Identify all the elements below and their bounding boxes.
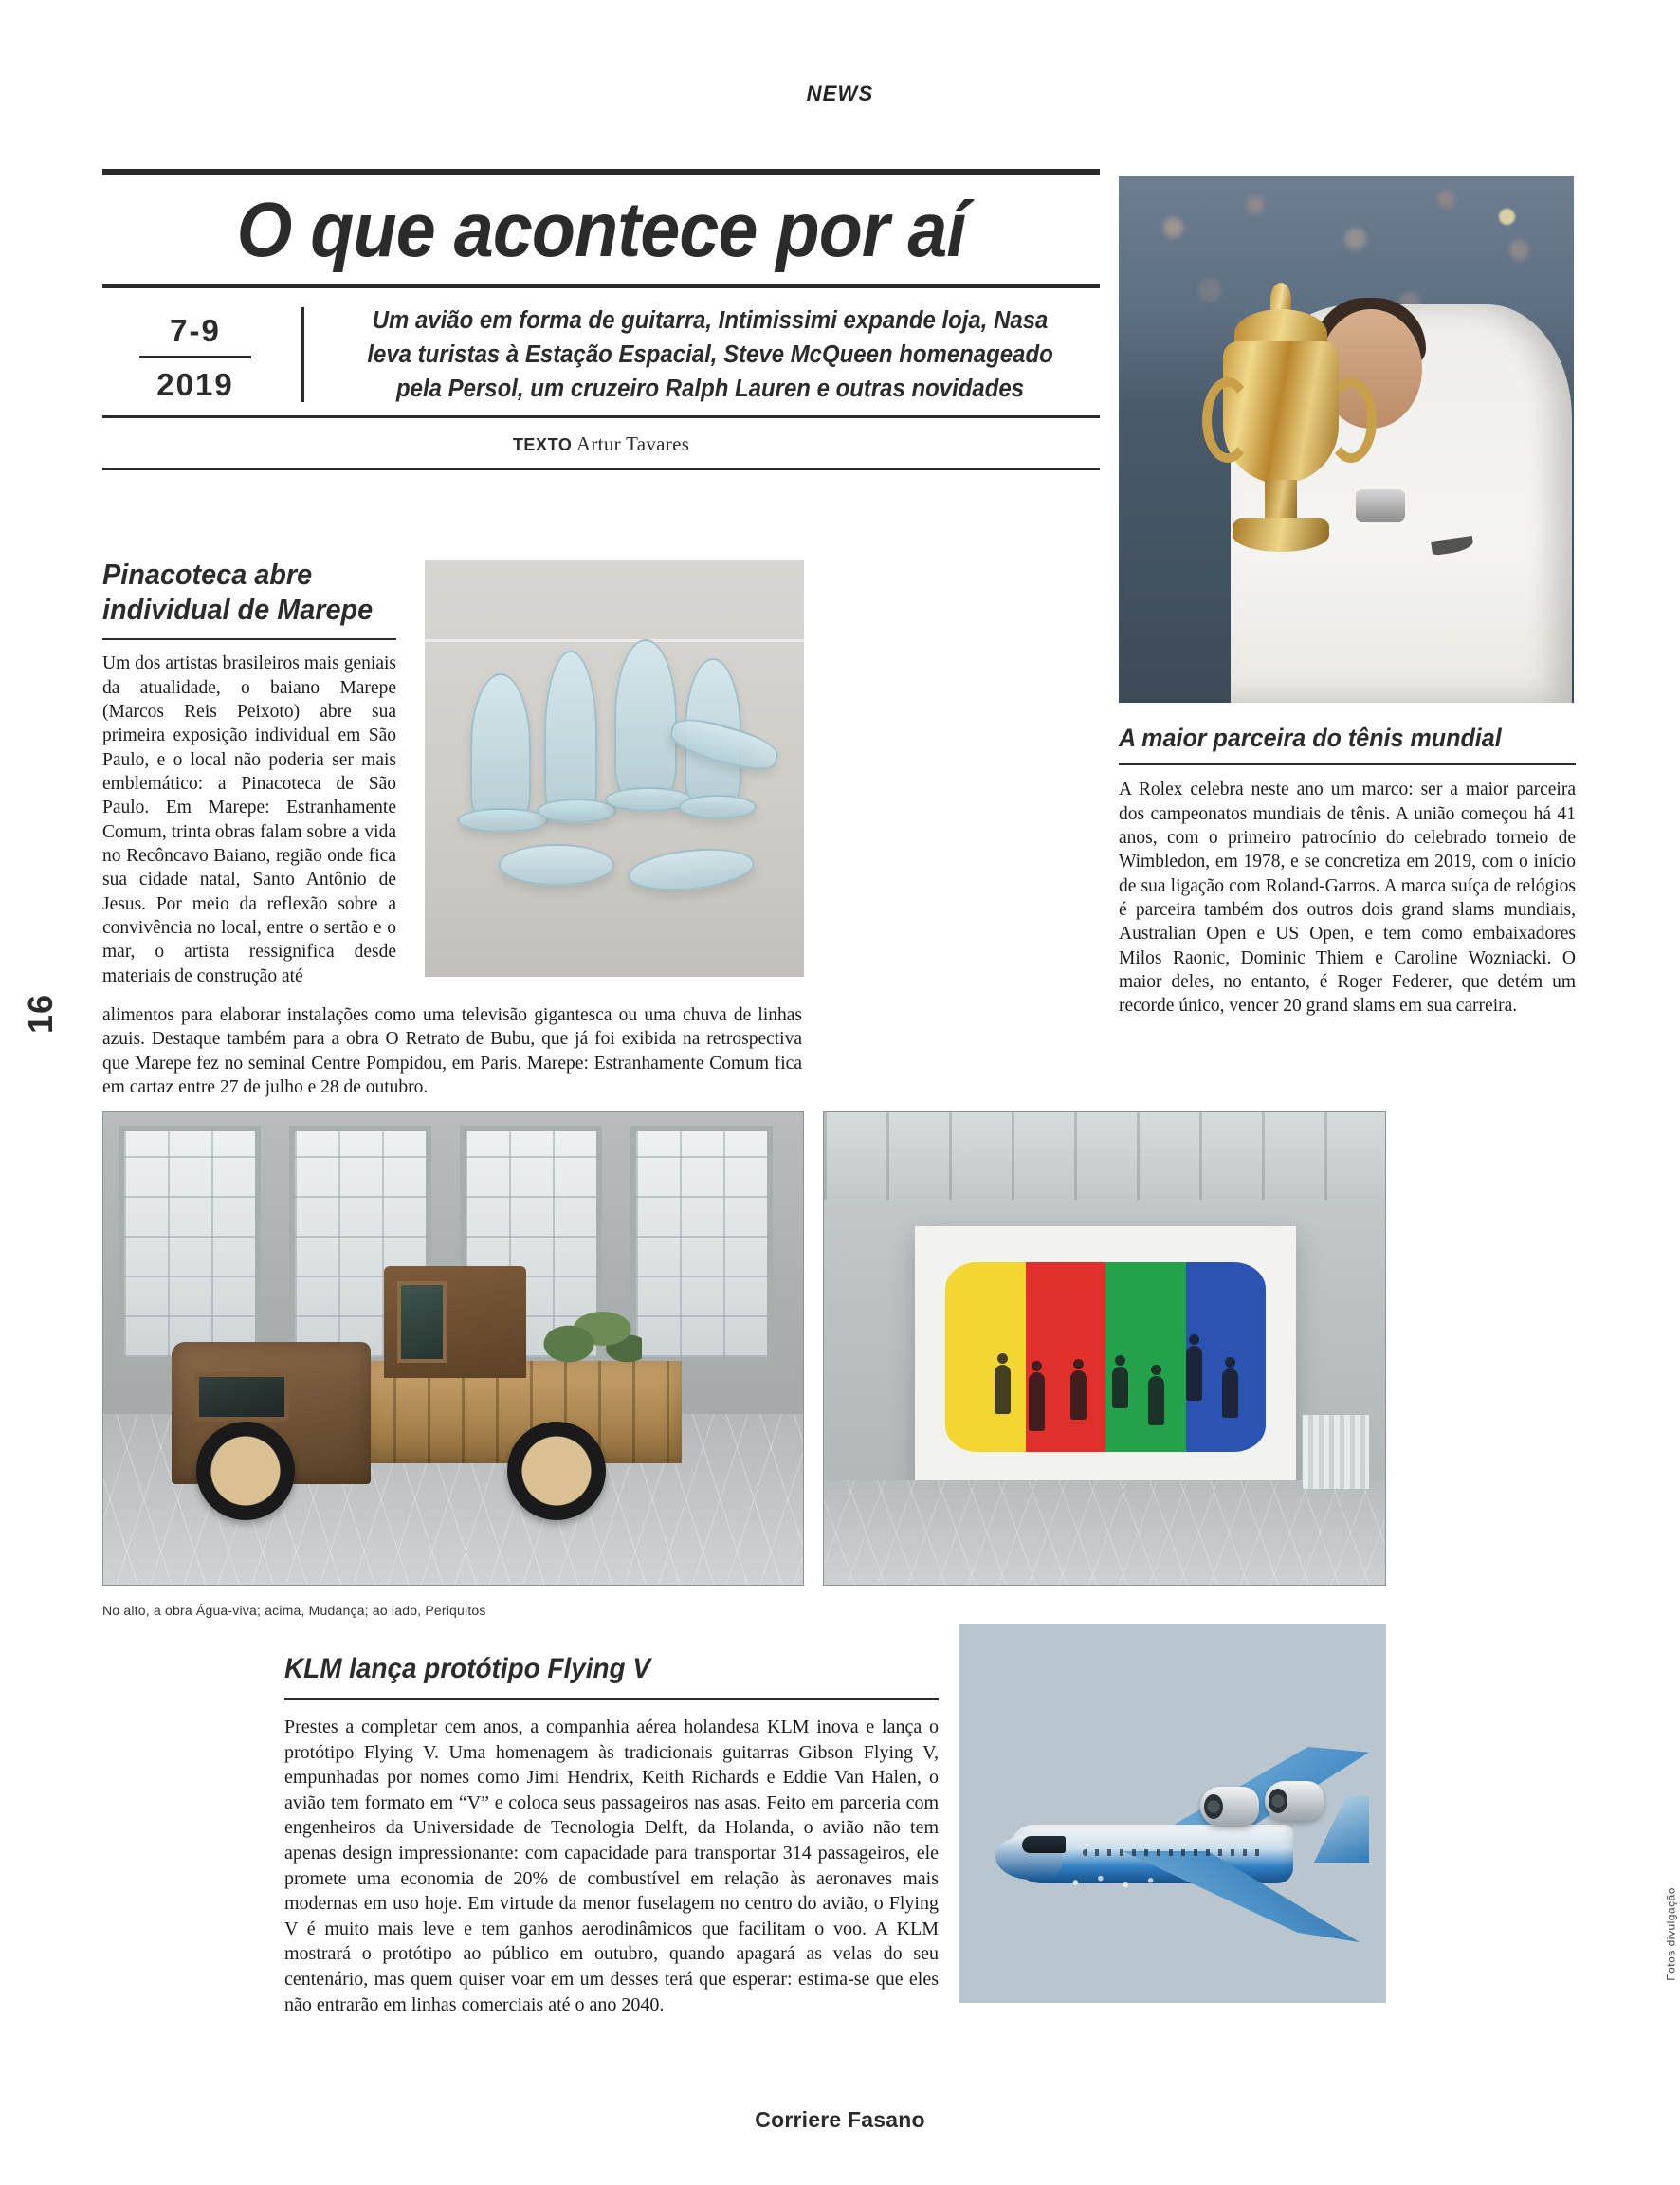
article-pinacoteca bbox=[102, 558, 396, 988]
plane-livery-dots bbox=[1062, 1872, 1176, 1893]
masthead bbox=[102, 169, 1100, 470]
tv-band-red bbox=[1026, 1262, 1106, 1452]
article-rolex bbox=[1119, 723, 1576, 1019]
tv-band-green bbox=[1105, 1262, 1186, 1452]
photo-caption: No alto, a obra Água-viva; acima, Mudança; ao lado, Periquitos bbox=[102, 1603, 486, 1618]
photo-backdrop-seam bbox=[425, 639, 804, 642]
flying-v-aircraft bbox=[980, 1737, 1371, 1937]
byline-author: Artur Tavares bbox=[575, 432, 690, 456]
rule-under-byline bbox=[102, 468, 1100, 470]
photo-ceiling bbox=[824, 1112, 1385, 1200]
trophy-stem bbox=[1265, 480, 1297, 522]
pinacoteca-body-column: Um dos artistas brasileiros mais geniais da atualidade, o baiano Marepe (Marcos Reis Peixoto) abre sua primeira exposição individual em São Paulo, e o local não poderia ser mais emblemático: a Pinacoteca de São Paulo. Em Marepe: Estranhamente Comum, trinta obras falam sobre a vida no Recôncavo Baiano, região onde fica sua cidade natal, Santo Antônio de Jesus. Por meio da reflexão sobre a convivência no local, entre o sertão e o mar, o artista ressignifica desde materiais de construção até bbox=[102, 653, 396, 986]
tv-band-blue bbox=[1186, 1262, 1267, 1452]
rolex-body: A Rolex celebra neste ano um marco: ser a maior parceira dos campeonatos mundiais de tênis. A união começou há 41 anos, com o primeiro patrocínio do celebrado torneio de Wimbledon, em 1978, e se concretiza em 2019, com o início de sua ligação com Roland-Garros. A marca suíça de relógios é parceira também dos outros dois grand slams mundiais, Australian Open e US Open, e tem como embaixadores Milos Raonic, Dominic Thiem e Caroline Wozniacki. O maior deles, no entanto, é Roger Federer, que detém um recorde único, vencer 20 grand slams em sua carreira. bbox=[1119, 780, 1576, 1017]
rule-top bbox=[102, 169, 1100, 175]
photo-trophy bbox=[1210, 275, 1352, 588]
pinacoteca-headline: Pinacoteca abre individual de Marepe bbox=[102, 558, 374, 626]
rule-rolex bbox=[1119, 763, 1576, 765]
deck-row bbox=[102, 288, 1100, 416]
deck-text: Um avião em forma de guitarra, Intimissimi expande loja, Nasa leva turistas à Estação Espacial, Steve McQueen homenageado pela Persol, um cruzeiro Ralph Lauren e outras novidades bbox=[367, 306, 1053, 403]
plane-cockpit bbox=[1022, 1836, 1066, 1853]
photo-flying-v bbox=[959, 1624, 1386, 2003]
trophy-handle-right bbox=[1325, 377, 1377, 463]
glass-vase bbox=[544, 651, 597, 816]
photo-credit: Fotos divulgação bbox=[1665, 1887, 1678, 1981]
photo-wristwatch bbox=[1356, 489, 1405, 522]
plane-engine bbox=[1265, 1781, 1324, 1821]
pinacoteca-body-wide: alimentos para elaborar instalações como uma televisão gigantesca ou uma chuva de linhas azuis. Destaque também para a obra O Retrato de Bubu, que já foi exibida na retrospectiva que Marepe fez no seminal Centre Pompidou, em Paris. Marepe: Estranhamente Comum fica em cartaz entre 27 de julho e 28 de outubro. bbox=[102, 1005, 802, 1098]
plane-engine bbox=[1200, 1787, 1259, 1827]
running-head: NEWS bbox=[806, 82, 874, 105]
byline-kicker: TEXTO bbox=[512, 435, 573, 455]
byline bbox=[102, 418, 1100, 468]
plane-windows bbox=[1083, 1849, 1263, 1856]
klm-body: Prestes a completar cem anos, a companhia aérea holandesa KLM inova e lança o protótipo Flying V. Uma homenagem às tradicionais guitarras Gibson Flying V, empunhadas por nomes como Jimi Hendrix, Keith Richards e Eddie Van Halen, o avião tem formato em “V” e coloca seus passageiros nas asas. Feito em parceria com engenheiros da Universidade de Tecnologia Delft, da Holanda, o avião não tem apenas design impressionante: com capacidade para transportar 314 passageiros, ele promete uma economia de 20% de combustível em relação às aeronaves mais modernas em uso hoje. Em virtude da menor fuselagem no centro do avião, o Flying V é muito mais leve e tem ganhos aerodinâmicos que facilitam o voo. A KLM mostrará o protótipo ao público em outubro, quando apagará as velas do seu centenário, mas quem quiser voar em um desses terá que esperar: estima-se que eles não entrarão em linhas comerciais até o ano 2040. bbox=[284, 1717, 939, 2015]
glass-vase-foot bbox=[457, 808, 548, 833]
page-title: O que acontece por aí bbox=[236, 187, 966, 273]
truck-cabinet bbox=[384, 1266, 526, 1378]
photo-gallery-floor bbox=[824, 1480, 1385, 1585]
photo-federer-trophy bbox=[1119, 176, 1574, 703]
truck-wheel bbox=[507, 1422, 606, 1520]
glass-vase-foot bbox=[537, 799, 616, 823]
tv-band-yellow bbox=[945, 1262, 1026, 1452]
glass-vase bbox=[470, 673, 531, 819]
photo-truck-sculpture bbox=[160, 1283, 710, 1520]
rule-klm bbox=[284, 1698, 939, 1700]
tv-screen bbox=[945, 1262, 1266, 1452]
photo-glass-sculpture bbox=[425, 560, 804, 977]
footer-masthead: Corriere Fasano bbox=[755, 2107, 925, 2132]
date-year: 2019 bbox=[156, 366, 234, 402]
photo-radiator bbox=[1302, 1414, 1370, 1490]
photo-giant-television bbox=[823, 1111, 1386, 1586]
deck-divider bbox=[301, 307, 304, 403]
glass-vase-base bbox=[499, 844, 614, 886]
truck-cab-window bbox=[194, 1372, 289, 1422]
rolex-headline: A maior parceira do tênis mundial bbox=[1119, 724, 1502, 752]
trophy-handle-left bbox=[1202, 377, 1253, 463]
truck-wheel bbox=[196, 1422, 295, 1520]
klm-headline: KLM lança protótipo Flying V bbox=[284, 1653, 650, 1684]
cabinet-door bbox=[397, 1281, 447, 1363]
article-klm bbox=[284, 1652, 939, 2017]
glass-vase-base bbox=[626, 843, 757, 896]
trophy-base bbox=[1233, 518, 1329, 552]
date-block bbox=[102, 303, 288, 407]
photo-sun bbox=[1499, 209, 1515, 225]
glass-vase-foot bbox=[679, 795, 757, 819]
truck-plant bbox=[538, 1291, 642, 1367]
glass-vase bbox=[614, 639, 677, 795]
rule-pinacoteca bbox=[102, 638, 396, 640]
date-range: 7-9 bbox=[170, 312, 221, 348]
photo-wooden-truck bbox=[102, 1111, 804, 1586]
page-number: 16 bbox=[21, 993, 60, 1034]
